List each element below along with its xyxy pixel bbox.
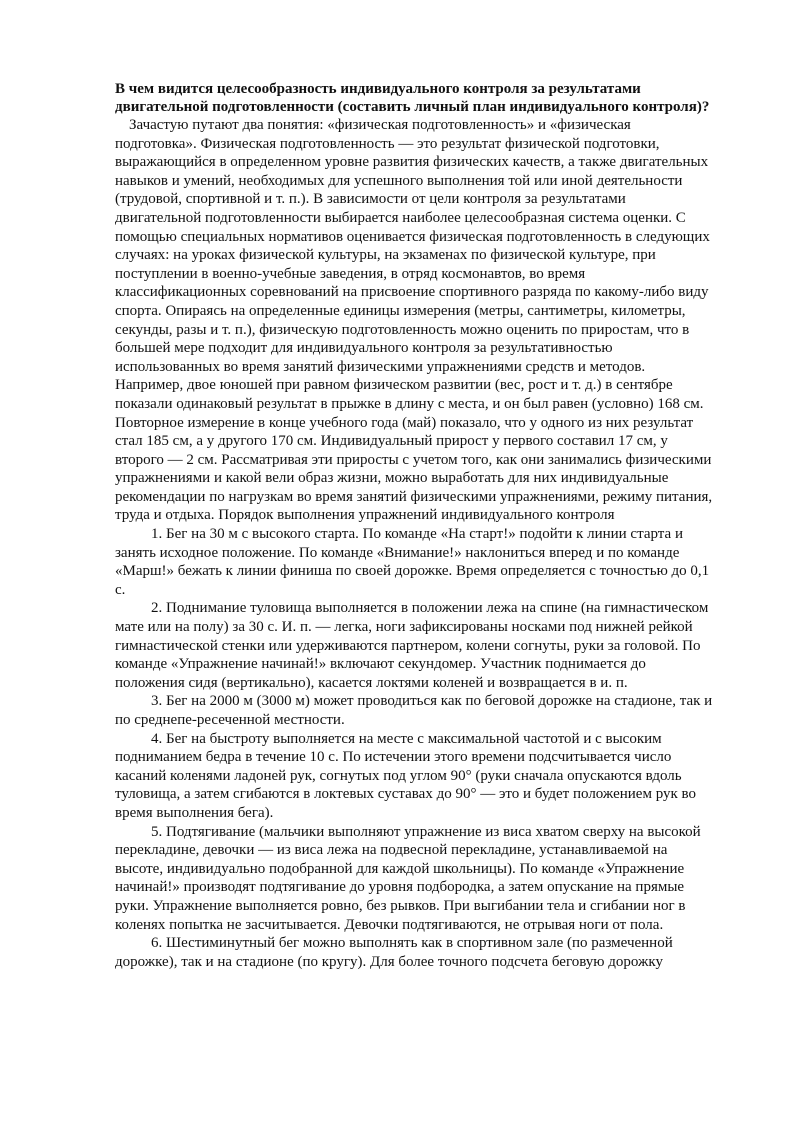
list-item-3: 3. Бег на 2000 м (3000 м) может проводиться как по беговой дорожке на стадионе, так и по среднепе-ресеченной местности. (115, 693, 713, 728)
document-page (115, 80, 715, 971)
list-item-5: 5. Подтягивание (мальчики выполняют упражнение из виса хватом сверху на высокой перекладине, девочки — из виса лежа на подвесной перекладине, устанавливаемой на высоте, индивидуально подобранной для каждой школьницы). По команде «Упражнение начинай!» производят подтягивание до уровня подбородка, а затем опускание на прямые руки. Упражнение выполняется ровно, без рывков. При выгибании тела и сгибании ног в коленях попытка не засчитывается. Девочки подтягиваются, не отрывая ноги от пола. (115, 823, 701, 933)
list-item-2: 2. Поднимание туловища выполняется в положении лежа на спине (на гимнастическом мате или на полу) за 30 с. И. п. — легка, ноги зафиксированы носками под нижней рейкой гимнастической стенки или удерживаются партнером, колени согнуты, руки за головой. По команде «Упражнение начинай!» включают секундомер. Участник поднимается до положения сидя (вертикально), касается локтями коленей и возвращается в и. п. (115, 600, 709, 691)
intro-paragraph: Зачастую путают два понятия: «физическая подготовленность» и «физическая подготовка». Физическая подготовленность — это результат физической подготовки, выражающийся в определенном уровне развития физических качеств, а также двигательных навыков и умений, необходимых для успешного выполнения той или иной деятельности (трудовой, спортивной и т. п.). В зависимости от цели контроля за результатами двигательной подготовленности выбирается наиболее целесообразная система оценки. С помощью специальных нормативов оценивается физическая подготовленность в следующих случаях: на уроках физической культуры, на экзаменах по физической культуре, при поступлении в военно-учебные заведения, в отряд космонавтов, во время классификационных соревнований на присвоение спортивного разряда по какому-либо виду спорта. Опираясь на определенные единицы измерения (метры, сантиметры, километры, секунды, разы и т. п.), физическую подготовленность можно оценить по приростам, что в большей мере подходит для индивидуального контроля за результативностью использованных во время занятий физическими упражнениями средств и методов. Например, двое юношей при равном физическом развитии (вес, рост и т. д.) в сентябре показали одинаковый результат в прыжке в длину с места, и он был равен (условно) 168 см. Повторное измерение в конце учебного года (май) показало, что у одного из них результат стал 185 см, а у другого 170 см. Индивидуальный прирост у первого составил 17 см, у второго — 2 см. Рассматривая эти приросты с учетом того, как они занимались физическими упражнениями и какой вели образ жизни, можно выработать для них индивидуальные рекомендации по нагрузкам во время занятий физическими упражнениями, режиму питания, труда и отдыха. Порядок выполнения упражнений индивидуального контроля (115, 117, 713, 524)
list-item-4: 4. Бег на быстроту выполняется на месте с максимальной частотой и с высоким подниманием бедра в течение 10 с. По истечении этого времени подсчитывается число касаний коленями ладоней рук, согнутых под углом 90° (руки сначала опускаются вдоль туловища, а затем сгибаются в локтевых суставах до 90° — это и будет положением рук во время выполнения бега). (115, 730, 697, 821)
list-item-1: 1. Бег на 30 м с высокого старта. По команде «На старт!» подойти к линии старта и занять исходное положение. По команде «Внимание!» наклониться вперед и по команде «Марш!» бежать к линии финиша по своей дорожке. Время определяется с точностью до 0,1 с. (115, 526, 710, 598)
list-item-6: 6. Шестиминутный бег можно выполнять как в спортивном зале (по размеченной дорожке), так и на стадионе (по кругу). Для более точного подсчета беговую дорожку (115, 935, 673, 970)
document-title: В чем видится целесообразность индивидуального контроля за результатами двигательной подготовленности (составить личный план индивидуального контроля)? (115, 81, 710, 115)
